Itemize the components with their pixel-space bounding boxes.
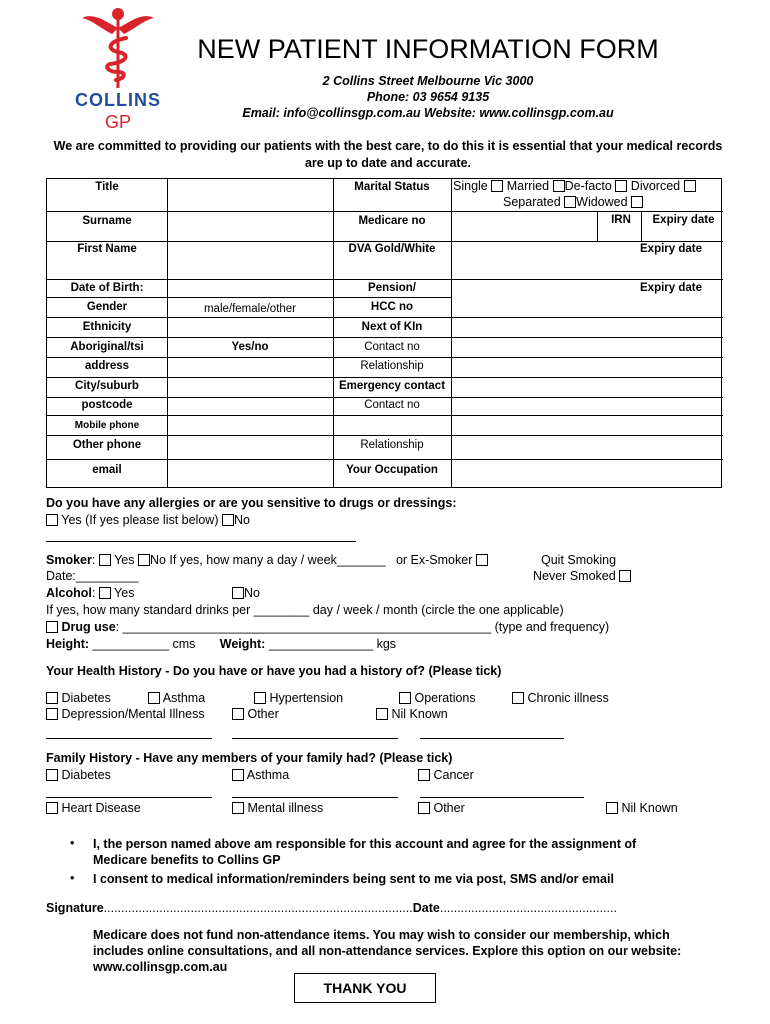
weight-label: Weight: (219, 637, 266, 651)
clinic-phone: Phone: 03 9654 9135 (366, 90, 490, 104)
thank-you-box: THANK YOU (294, 973, 436, 1003)
label-next-of-kin: Next of KIn (361, 321, 423, 333)
option-separated: Separated (503, 195, 561, 209)
hh-blank-2[interactable] (232, 738, 398, 739)
bullet-icon: • (70, 871, 75, 885)
hh-chronic (512, 691, 609, 706)
label-dob: Date of Birth: (70, 282, 144, 294)
checkbox-allergies-yes[interactable] (46, 514, 58, 526)
fh-blank-3[interactable] (420, 797, 584, 798)
signature-field[interactable]: ......................................................................................... (103, 901, 413, 915)
option-widowed: Widowed (576, 195, 628, 209)
label-pension: Pension/ (368, 282, 416, 294)
checkbox-ex-smoker[interactable] (476, 554, 488, 566)
fh-nil (606, 801, 678, 816)
label-city: City/suburb (75, 380, 139, 392)
checkbox-fh-cancer[interactable] (418, 769, 430, 781)
collins-gp-logo (66, 4, 170, 136)
fh-mental (232, 801, 323, 816)
checkbox-allergies-no[interactable] (222, 514, 234, 526)
label-first-name: First Name (77, 243, 137, 255)
checkbox-fh-mental[interactable] (232, 802, 244, 814)
weight-unit: kgs (376, 637, 397, 651)
checkbox-hh-depression[interactable] (46, 708, 58, 720)
checkbox-married[interactable] (553, 180, 565, 192)
label-medicare: Medicare no (358, 215, 426, 227)
checkbox-never-smoked[interactable] (619, 570, 631, 582)
label-marital-status: Marital Status (354, 181, 430, 193)
checkbox-separated[interactable] (564, 196, 576, 208)
hh-other (232, 707, 279, 722)
smoker-how-many: If yes, how many a day / week_______ (169, 553, 386, 567)
signature-label: Signature (46, 901, 104, 915)
hh-asthma-label: Asthma (162, 691, 206, 705)
fh-blank-1[interactable] (46, 797, 212, 798)
drinks-question: If yes, how many standard drinks per ________ day / week / month (circle the one applicable) (46, 603, 564, 617)
label-emergency-contact: Emergency contact (338, 380, 446, 392)
checkbox-alcohol-no[interactable] (232, 587, 244, 599)
smoker-row: Smoker: Yes No If yes, how many a day / week_______ or Ex-Smoker (46, 553, 488, 568)
hh-other-label: Other (247, 707, 279, 721)
label-relationship: Relationship (360, 360, 424, 372)
page-title: NEW PATIENT INFORMATION FORM (197, 34, 659, 64)
checkbox-fh-other[interactable] (418, 802, 430, 814)
signature-row (46, 901, 617, 916)
label-irn: IRN (611, 214, 631, 226)
hh-nil (376, 707, 448, 722)
alcohol-row: Alcohol: Yes (46, 586, 135, 600)
option-defacto: De-facto (564, 180, 612, 193)
fh-asthma (232, 768, 289, 783)
label-aboriginal: Aboriginal/tsi (70, 341, 144, 353)
label-other-phone: Other phone (72, 439, 142, 451)
label-gender: Gender (86, 301, 128, 313)
health-history-heading: Your Health History - Do you have or have you had a history of? (Please tick) (46, 664, 502, 678)
alcohol-no-label: No (244, 586, 260, 600)
hh-nil-label: Nil Known (391, 707, 448, 721)
fh-cancer (418, 768, 474, 783)
patient-details-table (46, 178, 722, 488)
smoker-no-label: No (149, 553, 166, 567)
quit-smoking-label: Quit Smoking (541, 553, 617, 567)
checkbox-fh-nil[interactable] (606, 802, 618, 814)
label-dva: DVA Gold/White (348, 243, 436, 255)
checkbox-fh-diabetes[interactable] (46, 769, 58, 781)
label-mobile: Mobile phone (74, 420, 140, 431)
hh-blank-3[interactable] (420, 738, 564, 739)
clinic-email-website: Email: info@collinsgp.com.au Website: www.collinsgp.com.au (242, 106, 614, 120)
label-expiry-dva: Expiry date (640, 243, 702, 255)
label-occupation: Your Occupation (346, 464, 438, 476)
checkbox-hh-diabetes[interactable] (46, 692, 58, 704)
marital-options-row1 (453, 180, 723, 193)
allergies-options (46, 513, 250, 528)
checkbox-widowed[interactable] (631, 196, 643, 208)
smoker-label: Smoker (46, 553, 92, 567)
label-title: Title (95, 181, 119, 193)
height-weight-row (46, 637, 396, 652)
consent-communications: I consent to medical information/reminders being sent to me via post, SMS and/or email (93, 872, 614, 886)
checkbox-hh-nil[interactable] (376, 708, 388, 720)
allergies-no-label: No (234, 513, 250, 527)
drug-use-row: Drug use: _____________________________________________________ (type and frequency) (46, 620, 609, 635)
hh-depression (46, 707, 205, 722)
allergies-yes-label: Yes (If yes please list below) (61, 513, 219, 527)
drug-use-label: Drug use (61, 620, 116, 634)
bullet-icon: • (70, 836, 75, 850)
label-postcode: postcode (81, 399, 133, 411)
checkbox-hh-asthma[interactable] (148, 692, 160, 704)
fh-nil-label: Nil Known (621, 801, 678, 815)
label-expiry-pension: Expiry date (640, 282, 702, 294)
alcohol-label: Alcohol (46, 586, 92, 600)
checkbox-smoker-no[interactable] (138, 554, 150, 566)
hh-hypertension (254, 691, 343, 706)
alcohol-no-row (232, 586, 260, 601)
consent-responsibility: I, the person named above am responsible for this account and agree for the assignment of Medicare benefits to Collins GP (93, 837, 637, 867)
label-expiry-medicare: Expiry date (652, 214, 715, 226)
checkbox-hh-chronic[interactable] (512, 692, 524, 704)
hh-diabetes-label: Diabetes (61, 691, 111, 705)
label-email: email (92, 464, 122, 476)
hh-asthma (148, 691, 205, 706)
label-ethnicity: Ethnicity (82, 321, 132, 333)
drug-type-frequency: (type and frequency) (494, 620, 610, 634)
hh-hypertension-label: Hypertension (269, 691, 344, 705)
label-contact-no: Contact no (364, 341, 420, 353)
drug-use-line[interactable]: _____________________________________________________ (122, 620, 492, 634)
checkbox-divorced[interactable] (684, 180, 696, 192)
clinic-address: 2 Collins Street Melbourne Vic 3000 (322, 74, 534, 88)
fh-heart-label: Heart Disease (61, 801, 141, 815)
checkbox-single[interactable] (491, 180, 503, 192)
option-married: Married (506, 180, 550, 193)
smoker-date: Date:_________ (46, 569, 139, 583)
fh-mental-label: Mental illness (247, 801, 324, 815)
option-divorced: Divorced (630, 180, 681, 193)
label-address: address (84, 360, 130, 372)
height-label: Height: (46, 637, 90, 651)
aboriginal-options: Yes/no (231, 341, 269, 353)
caduceus-icon (66, 4, 170, 92)
height-unit: cms (172, 637, 196, 651)
gender-options: male/female/other (203, 303, 297, 315)
checkbox-defacto[interactable] (615, 180, 627, 192)
fh-other-label: Other (433, 801, 465, 815)
smoker-yes-label: Yes (114, 553, 135, 567)
fh-cancer-label: Cancer (433, 768, 474, 782)
hh-operations (399, 691, 476, 706)
checkbox-fh-asthma[interactable] (232, 769, 244, 781)
date-label: Date (412, 901, 440, 915)
never-smoked-row (533, 569, 631, 584)
label-hcc: HCC no (370, 301, 414, 313)
checkbox-drug-use[interactable] (46, 621, 58, 633)
fh-asthma-label: Asthma (246, 768, 290, 782)
checkbox-fh-heart[interactable] (46, 802, 58, 814)
hh-diabetes (46, 691, 111, 706)
ex-smoker-label: or Ex-Smoker (395, 553, 473, 567)
marital-options-row2 (503, 196, 643, 209)
fh-diabetes-label: Diabetes (61, 768, 111, 782)
date-field[interactable]: ................................................... (439, 901, 617, 915)
never-smoked-label: Never Smoked (533, 569, 616, 583)
label-contact-no-2: Contact no (364, 399, 420, 411)
logo-name: COLLINS (75, 90, 161, 110)
checkbox-hh-hypertension[interactable] (254, 692, 266, 704)
hh-blank-1[interactable] (46, 738, 212, 739)
weight-field[interactable]: _______________ (268, 637, 374, 651)
medicare-note: Medicare does not fund non-attendance items. You may wish to consider our membership, which includes online consultations, and all non-attendance services. Explore this option on our website: www.collinsgp.com.au (93, 928, 682, 974)
label-surname: Surname (82, 215, 132, 227)
option-single: Single (453, 180, 488, 193)
height-field[interactable]: ___________ (92, 637, 170, 651)
checkbox-alcohol-yes[interactable] (99, 587, 111, 599)
checkbox-hh-operations[interactable] (399, 692, 411, 704)
fh-diabetes (46, 768, 111, 783)
logo-sub: GP (104, 112, 131, 132)
allergies-line[interactable] (46, 541, 356, 542)
family-history-heading: Family History - Have any members of your family had? (Please tick) (46, 751, 453, 765)
checkbox-smoker-yes[interactable] (99, 554, 111, 566)
hh-operations-label: Operations (414, 691, 476, 705)
fh-other (418, 801, 465, 816)
hh-depression-label: Depression/Mental Illness (61, 707, 205, 721)
label-relationship-2: Relationship (360, 439, 424, 451)
intro-text: We are committed to providing our patients with the best care, to do this it is essential that your medical records are up to date and accurate. (53, 139, 723, 170)
fh-heart (46, 801, 141, 816)
alcohol-yes-label: Yes (114, 586, 135, 600)
fh-blank-2[interactable] (232, 797, 398, 798)
checkbox-hh-other[interactable] (232, 708, 244, 720)
allergies-question: Do you have any allergies or are you sensitive to drugs or dressings: (46, 496, 457, 510)
hh-chronic-label: Chronic illness (527, 691, 609, 705)
